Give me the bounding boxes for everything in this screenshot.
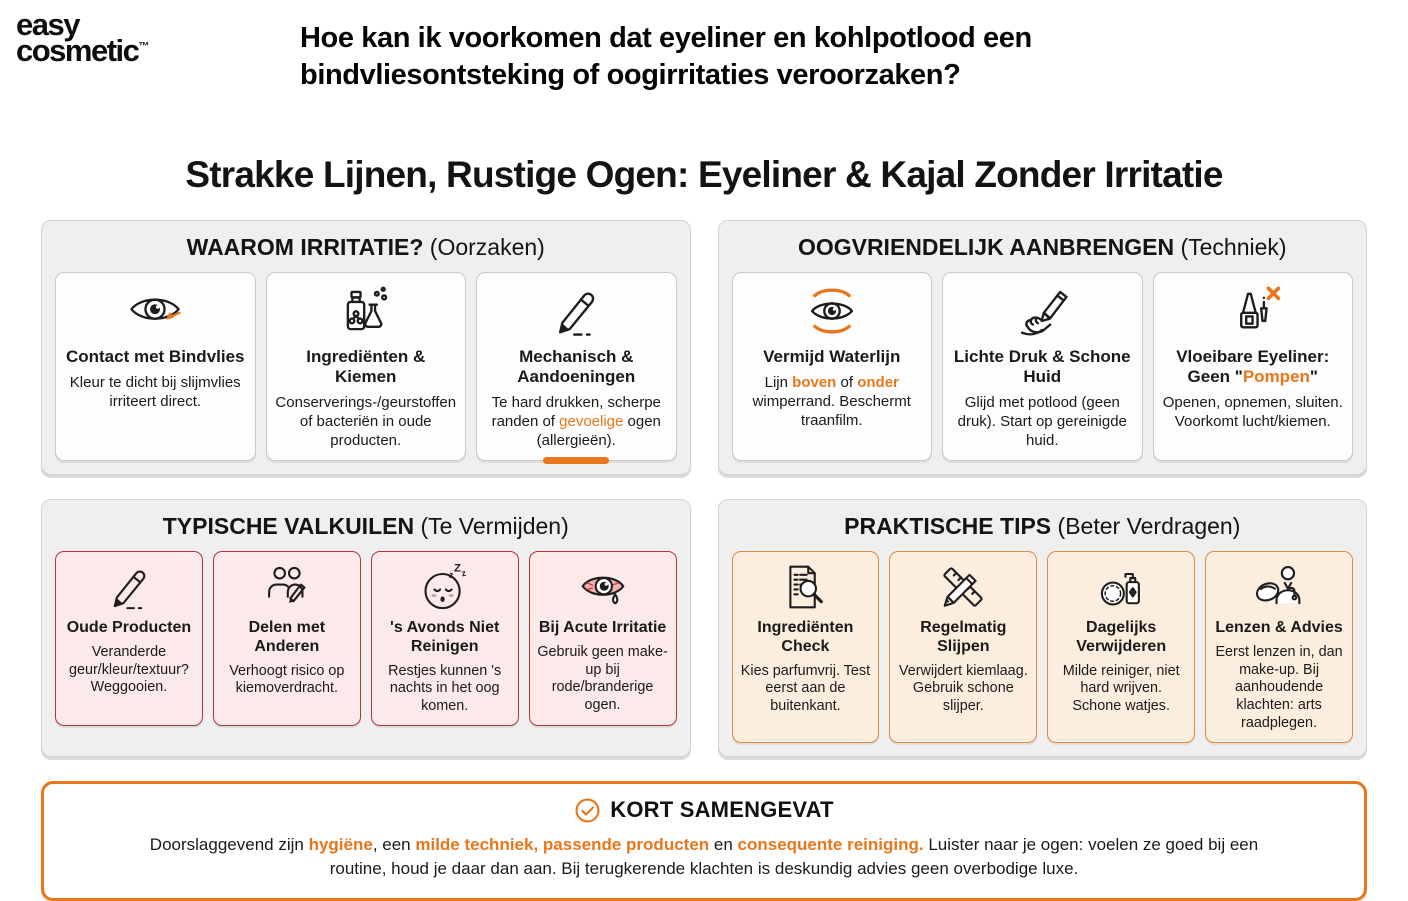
card-body: Lijn boven of onder wimperrand. Beschermt traanfilm. xyxy=(752,374,911,429)
svg-text:Z: Z xyxy=(453,562,461,575)
card-body: Conserverings-/geurstoffen of bacteriën in oude producten. xyxy=(275,394,457,449)
summary-header xyxy=(68,797,1340,824)
panel-pitfalls-title-rest: (Te Vermijden) xyxy=(414,512,569,539)
panel-causes xyxy=(41,220,691,475)
sleep-face-icon xyxy=(419,561,471,613)
trademark-symbol: ™ xyxy=(138,40,150,53)
sharpen-icon xyxy=(937,561,989,613)
brand-logo-line1: easy xyxy=(16,7,79,42)
card-contact-bindvlies xyxy=(55,272,256,461)
card-body: Gebruik geen make-up bij rode/branderige ogen. xyxy=(537,643,668,714)
check-circle-icon xyxy=(574,797,601,824)
cleanse-icon xyxy=(1095,561,1147,613)
ingredients-check-icon xyxy=(779,561,831,613)
card-title: Dagelijks Verwijderen xyxy=(1076,618,1167,655)
card-title: Ingrediënten Check xyxy=(757,618,854,655)
eyeliner-no-pump-icon xyxy=(1224,282,1282,340)
panel-causes-title-rest: (Oorzaken) xyxy=(423,234,545,260)
card-acute-irritatie xyxy=(529,551,677,726)
red-eye-icon xyxy=(577,561,629,613)
bottle-germs-icon xyxy=(337,282,395,340)
card-title: Ingrediënten & Kiemen xyxy=(306,347,426,387)
card-body: Openen, opnemen, sluiten. Voorkomt lucht/kiemen. xyxy=(1162,394,1343,430)
panel-pitfalls-title-bold: TYPISCHE VALKUILEN xyxy=(162,512,415,539)
brand-logo-line2 xyxy=(16,33,150,69)
card-delen-met-anderen xyxy=(213,551,361,726)
card-title: Oude Producten xyxy=(66,618,192,636)
card-body: Verwijdert kiemlaag. Gebruik schone slijper. xyxy=(898,662,1028,715)
card-title: Vermijd Waterlijn xyxy=(763,347,901,366)
card-body: Restjes kunnen 's nachts in het oog komen. xyxy=(388,662,502,715)
card-body: Verhoogt risico op kiemoverdracht. xyxy=(229,662,345,697)
card-vermijd-waterlijn xyxy=(732,272,933,461)
summary-body: Doorslaggevend zijn hygiëne, een milde techniek, passende producten en consequente reiniging. Luister naar je ogen: voelen ze goed bij een routine, houd je daar dan aan. Bij terugkerende klachten is deskundig advies geen overbodige luxe. xyxy=(149,834,1259,878)
brand-logo-word: cosmetic xyxy=(16,33,139,69)
brand-logo xyxy=(16,7,150,69)
card-title: Delen met Anderen xyxy=(248,618,326,655)
panel-tips xyxy=(718,499,1368,757)
panel-technique-cards xyxy=(732,272,1354,461)
eye-arcs-icon xyxy=(803,282,861,340)
panel-causes-title-bold: WAAROM IRRITATIE? xyxy=(186,234,424,260)
card-body: Milde reiniger, niet hard wrijven. Schone watjes. xyxy=(1062,662,1180,715)
panel-technique-title xyxy=(732,221,1354,272)
card-body: Te hard drukken, scherpe randen of gevoelige ogen (allergieën). xyxy=(491,394,661,449)
panel-tips-cards xyxy=(732,551,1354,743)
card-oude-producten xyxy=(55,551,203,726)
summary-box xyxy=(41,781,1367,901)
card-title: Vloeibare Eyeliner: Geen "Pompen" xyxy=(1176,347,1330,387)
panel-causes-title xyxy=(55,221,677,272)
card-title: Lichte Druk & Schone Huid xyxy=(953,347,1131,387)
card-lichte-druk xyxy=(942,272,1143,461)
panel-pitfalls-cards xyxy=(55,551,677,726)
panels-grid xyxy=(41,220,1367,757)
card-title: Regelmatig Slijpen xyxy=(920,618,1007,655)
card-body: Kies parfumvrij. Test eerst aan de buitenkant. xyxy=(740,662,871,715)
card-body: Veranderde geur/kleur/textuur? Weggooien. xyxy=(68,643,189,696)
lens-doctor-icon xyxy=(1253,561,1305,613)
eye-contact-icon xyxy=(126,282,184,340)
header xyxy=(0,0,1408,108)
panel-tips-title-rest: (Beter Verdragen) xyxy=(1051,512,1241,539)
panel-technique-title-rest: (Techniek) xyxy=(1174,234,1287,260)
pencil-icon xyxy=(547,282,605,340)
card-lenzen-advies xyxy=(1205,551,1353,743)
card-ingredienten-kiemen xyxy=(266,272,467,461)
question-title xyxy=(300,20,1032,94)
hand-pencil-icon xyxy=(1013,282,1071,340)
panel-tips-title-bold: PRAKTISCHE TIPS xyxy=(844,512,1052,539)
panel-tips-title xyxy=(732,500,1354,551)
panel-pitfalls xyxy=(41,499,691,757)
card-body: Kleur te dicht bij slijmvlies irriteert direct. xyxy=(69,374,241,410)
main-title: Strakke Lijnen, Rustige Ogen: Eyeliner & Kajal Zonder Irritatie xyxy=(185,154,1223,195)
card-regelmatig-slijpen xyxy=(889,551,1037,743)
orange-underline-bar xyxy=(543,457,609,464)
old-pencil-icon xyxy=(103,561,155,613)
question-line2: bindvliesontsteking of oogirritaties veroorzaken? xyxy=(300,59,961,92)
panel-pitfalls-title xyxy=(55,500,677,551)
card-title: Contact met Bindvlies xyxy=(65,347,245,366)
card-vloeibare-eyeliner xyxy=(1153,272,1354,461)
svg-text:z: z xyxy=(460,567,467,579)
svg-text:z: z xyxy=(447,569,454,580)
panel-technique xyxy=(718,220,1368,475)
question-line1: Hoe kan ik voorkomen dat eyeliner en kohlpotlood een xyxy=(300,22,1032,54)
card-body: Eerst lenzen in, dan make-up. Bij aanhoudende klachten: arts raadplegen. xyxy=(1215,643,1343,732)
card-avonds-niet-reinigen xyxy=(371,551,519,726)
card-ingredienten-check xyxy=(732,551,880,743)
share-people-icon xyxy=(261,561,313,613)
card-title: Lenzen & Advies xyxy=(1215,618,1343,636)
panel-causes-cards xyxy=(55,272,677,461)
card-mechanisch-aandoeningen xyxy=(476,272,677,461)
card-title: 's Avonds Niet Reinigen xyxy=(390,618,500,655)
summary-title: KORT SAMENGEVAT xyxy=(610,797,834,823)
card-body: Glijd met potlood (geen druk). Start op gereinigde huid. xyxy=(957,394,1127,449)
card-title: Bij Acute Irritatie xyxy=(538,618,667,636)
panel-technique-title-bold: OOGVRIENDELIJK AANBRENGEN xyxy=(797,234,1175,260)
card-title: Mechanisch & Aandoeningen xyxy=(517,347,636,387)
card-dagelijks-verwijderen xyxy=(1047,551,1195,743)
